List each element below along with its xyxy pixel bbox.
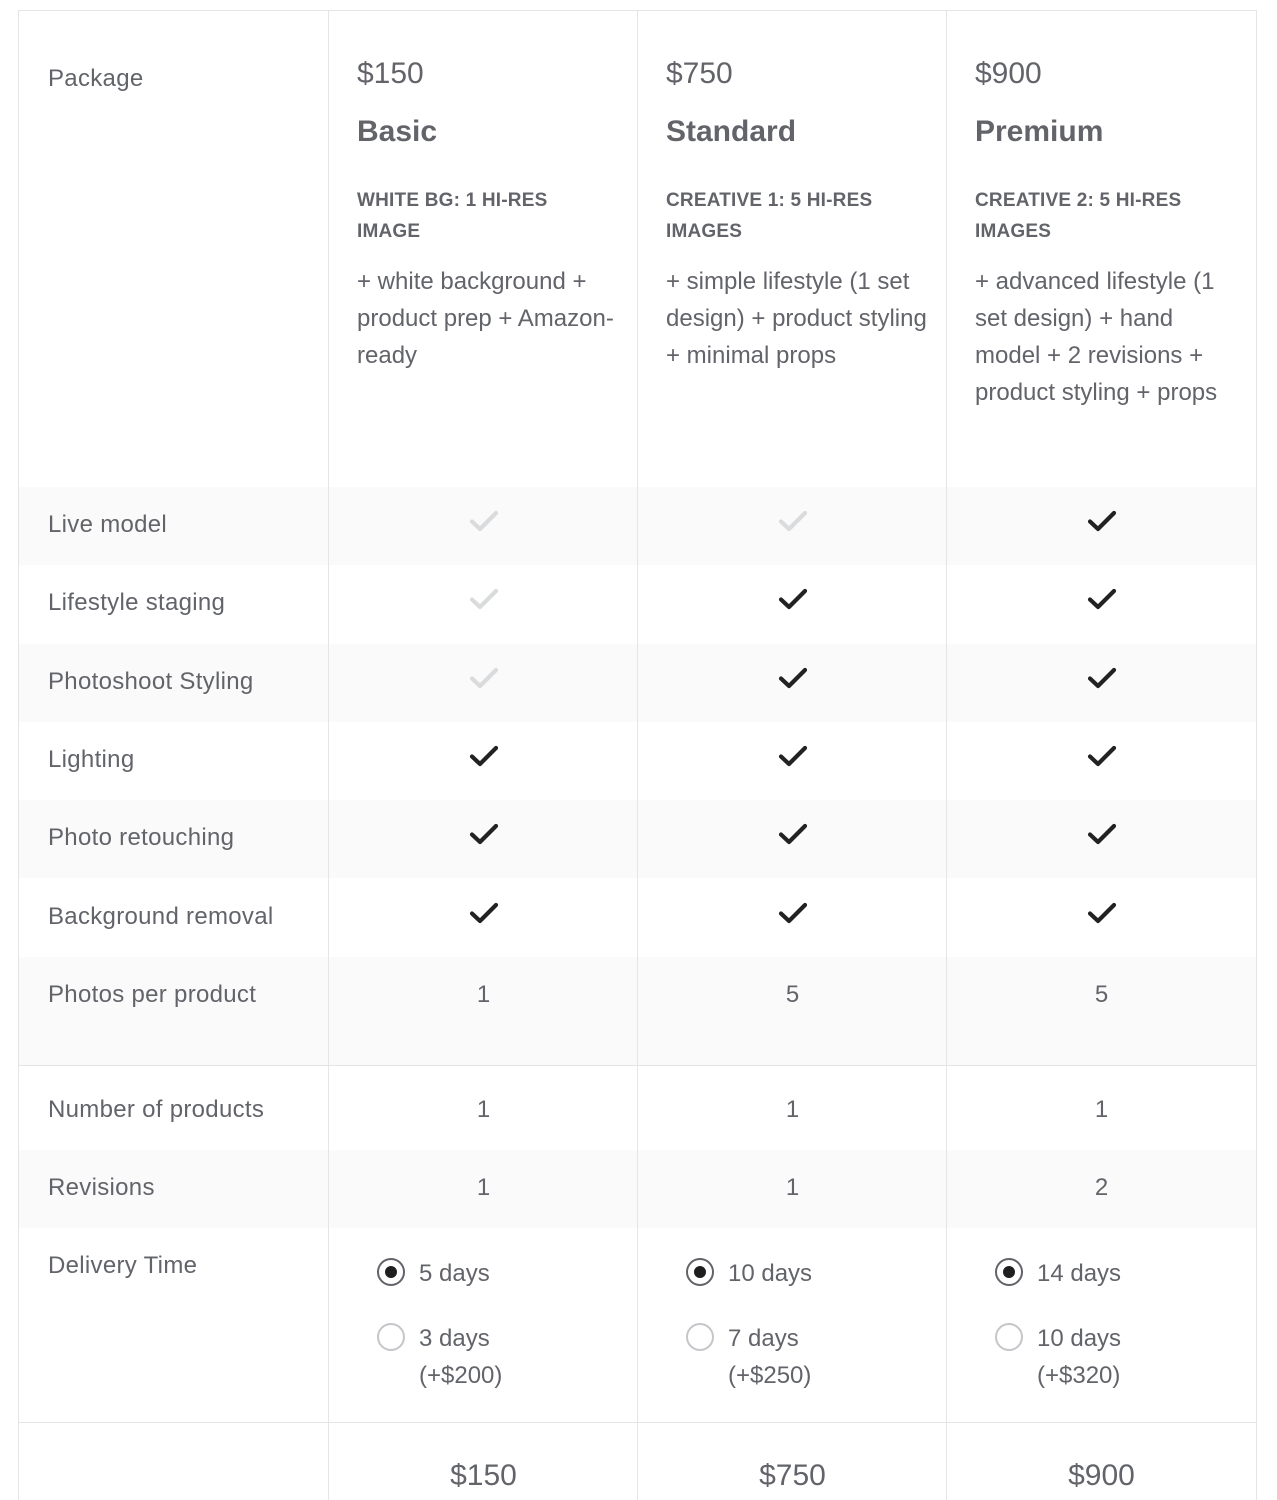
feature-cell (329, 879, 638, 957)
total-price: $150 (450, 1459, 517, 1492)
radio-button[interactable] (686, 1258, 714, 1286)
row-label: Background removal (48, 902, 274, 930)
feature-cell (638, 722, 947, 800)
radio-button[interactable] (686, 1323, 714, 1351)
check-disabled-icon (469, 587, 499, 611)
check-icon (469, 901, 499, 925)
check-icon (1087, 666, 1117, 690)
delivery-options-premium (947, 1228, 1256, 1423)
row-label: Revisions (48, 1174, 155, 1201)
row-label: Live model (48, 511, 168, 538)
feature-cell (638, 800, 947, 878)
value: 2 (1094, 1174, 1109, 1201)
option-label: 3 days (419, 1325, 490, 1352)
row-label: Photos per product (48, 981, 257, 1008)
check-icon (778, 822, 808, 846)
package-standard (638, 11, 947, 487)
feature-cell (947, 565, 1256, 643)
package-name: Basic (357, 115, 438, 148)
delivery-option[interactable] (728, 1255, 812, 1292)
cell (947, 1150, 1256, 1228)
value: 1 (785, 1174, 800, 1201)
feature-cell (947, 800, 1256, 878)
column-divider (946, 11, 947, 1500)
feature-cell (638, 879, 947, 957)
package-description: + advanced lifestyle (1 set design) + hand model + 2 revisions + product styling + props (975, 268, 1218, 406)
check-disabled-icon (469, 666, 499, 690)
package-subtitle: CREATIVE 2: 5 HI-RES IMAGES (975, 190, 1182, 242)
cell (638, 1072, 947, 1150)
delivery-option[interactable] (1037, 1320, 1121, 1394)
option-extra-cost: (+$250) (728, 1362, 812, 1389)
check-icon (1087, 587, 1117, 611)
package-name: Premium (975, 115, 1104, 148)
feature-cell (947, 722, 1256, 800)
delivery-option[interactable] (1037, 1255, 1121, 1292)
cell (638, 1423, 947, 1500)
package-description: + simple lifestyle (1 set design) + product styling + minimal props (666, 268, 927, 369)
cell (947, 1423, 1256, 1500)
delivery-option[interactable] (419, 1320, 502, 1394)
feature-cell (329, 722, 638, 800)
feature-cell (638, 644, 947, 722)
radio-button[interactable] (995, 1323, 1023, 1351)
cell (947, 957, 1256, 1035)
check-icon (778, 666, 808, 690)
delivery-options-basic (329, 1228, 638, 1423)
check-icon (1087, 901, 1117, 925)
check-icon (1087, 509, 1117, 533)
feature-cell (638, 487, 947, 565)
delivery-options-standard (638, 1228, 947, 1423)
value: 1 (476, 1096, 491, 1123)
feature-cell (329, 487, 638, 565)
total-price: $900 (1068, 1459, 1135, 1492)
cell (638, 957, 947, 1035)
feature-cell (329, 800, 638, 878)
option-label: 10 days (1037, 1325, 1122, 1352)
feature-cell (329, 644, 638, 722)
total-price: $750 (759, 1459, 826, 1492)
cell (638, 1150, 947, 1228)
option-extra-cost: (+$320) (1037, 1362, 1121, 1389)
package-description: + white background + product prep + Amazon-ready (357, 268, 614, 369)
row-label: Photoshoot Styling (48, 667, 254, 695)
row-label: Lifestyle staging (48, 589, 226, 617)
package-premium (947, 11, 1256, 487)
package-label: Package (48, 65, 144, 92)
check-disabled-icon (469, 509, 499, 533)
package-basic (329, 11, 638, 487)
value: 1 (476, 1174, 491, 1201)
check-icon (1087, 822, 1117, 846)
delivery-option[interactable] (419, 1255, 490, 1292)
package-comparison-table (18, 10, 1257, 1500)
package-price: $150 (357, 57, 424, 90)
value: 1 (785, 1096, 800, 1123)
row-label: Lighting (48, 745, 135, 773)
radio-button[interactable] (377, 1323, 405, 1351)
package-subtitle: WHITE BG: 1 HI-RES IMAGE (357, 190, 548, 242)
check-icon (778, 587, 808, 611)
cell (329, 1072, 638, 1150)
delivery-option[interactable] (728, 1320, 811, 1394)
option-label: 7 days (728, 1325, 799, 1352)
radio-button[interactable] (377, 1258, 405, 1286)
feature-cell (329, 565, 638, 643)
row-label: Delivery Time (48, 1252, 198, 1279)
cell (329, 957, 638, 1035)
option-label: 10 days (728, 1260, 813, 1287)
row-label: Photo retouching (48, 824, 235, 852)
feature-cell (947, 487, 1256, 565)
value: 1 (1094, 1096, 1109, 1123)
check-disabled-icon (778, 509, 808, 533)
check-icon (469, 822, 499, 846)
package-subtitle: CREATIVE 1: 5 HI-RES IMAGES (666, 190, 873, 242)
value: 1 (476, 981, 491, 1008)
cell (329, 1150, 638, 1228)
package-price: $900 (975, 57, 1042, 90)
radio-button[interactable] (995, 1258, 1023, 1286)
column-divider (637, 11, 638, 1500)
check-icon (1087, 744, 1117, 768)
feature-cell (947, 879, 1256, 957)
option-label: 14 days (1037, 1260, 1122, 1287)
row-label: Number of products (48, 1096, 265, 1123)
option-extra-cost: (+$200) (419, 1362, 503, 1389)
feature-cell (947, 644, 1256, 722)
column-divider (328, 11, 329, 1500)
cell (329, 1423, 638, 1500)
value: 5 (785, 981, 800, 1008)
option-label: 5 days (419, 1260, 490, 1287)
value: 5 (1094, 981, 1109, 1008)
cell (947, 1072, 1256, 1150)
check-icon (469, 744, 499, 768)
check-icon (778, 901, 808, 925)
package-price: $750 (666, 57, 733, 90)
check-icon (778, 744, 808, 768)
feature-cell (638, 565, 947, 643)
package-name: Standard (666, 115, 797, 148)
